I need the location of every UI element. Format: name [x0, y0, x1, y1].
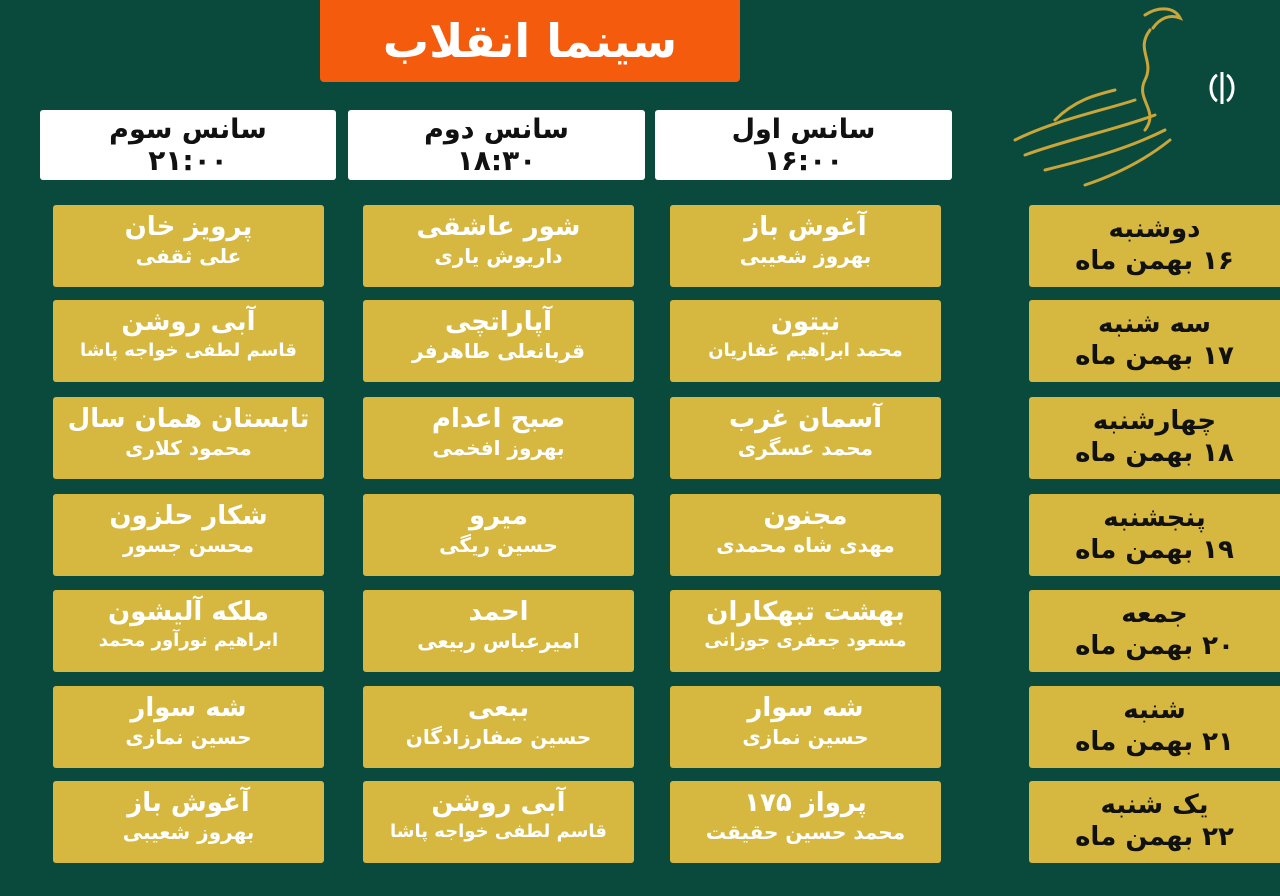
film-title: آپاراتچی: [444, 307, 553, 337]
film-director: ابراهیم نورآور محمد: [98, 630, 279, 651]
film-title: احمد: [468, 597, 529, 627]
day-label: [1029, 686, 1280, 768]
film-cell: [363, 590, 634, 672]
day-label: [1029, 781, 1280, 863]
film-title: ملکه آلیشون: [108, 597, 269, 627]
film-title: پرویز خان: [124, 212, 253, 242]
film-cell: [670, 686, 941, 768]
film-director: محسن جسور: [123, 533, 254, 557]
film-cell: [53, 205, 324, 287]
film-director: امیرعباس ربیعی: [417, 629, 580, 653]
film-cell: [53, 300, 324, 382]
day-date: ۲۲ بهمن ماه: [1075, 822, 1234, 852]
film-director: محمد ابراهیم غفاریان: [708, 340, 903, 361]
film-cell: [363, 205, 634, 287]
day-label: [1029, 397, 1280, 479]
film-director: داریوش یاری: [434, 244, 563, 268]
day-name: شنبه: [1123, 695, 1186, 725]
iran-emblem-icon: [1211, 72, 1233, 104]
session-header-1: [655, 110, 952, 180]
film-director: حسین صفارزادگان: [405, 725, 592, 749]
session-time: ۱۶:۰۰: [763, 144, 844, 177]
film-cell: [363, 494, 634, 576]
film-title: شور عاشقی: [416, 212, 581, 242]
film-cell: [53, 781, 324, 863]
session-name: سانس سوم: [109, 114, 267, 145]
film-title: مجنون: [763, 501, 848, 531]
film-director: بهروز شعیبی: [739, 244, 872, 268]
day-label: [1029, 494, 1280, 576]
film-director: حسین نمازی: [742, 725, 869, 749]
day-label: [1029, 590, 1280, 672]
film-title: نیتون: [770, 307, 841, 337]
film-title: صبح اعدام: [431, 404, 566, 434]
film-director: قاسم لطفی خواجه پاشا: [80, 340, 297, 361]
day-name: یک شنبه: [1100, 790, 1209, 820]
session-name: سانس اول: [731, 114, 876, 145]
day-name: سه شنبه: [1098, 309, 1211, 339]
film-cell: [363, 300, 634, 382]
day-date: ۱۹ بهمن ماه: [1075, 535, 1234, 565]
day-date: ۱۷ بهمن ماه: [1075, 341, 1234, 371]
session-name: سانس دوم: [424, 114, 569, 145]
day-date: ۲۰ بهمن ماه: [1075, 631, 1234, 661]
day-date: ۲۱ بهمن ماه: [1075, 727, 1234, 757]
film-cell: [363, 781, 634, 863]
film-cell: [53, 686, 324, 768]
film-director: قاسم لطفی خواجه پاشا: [390, 821, 607, 842]
session-header-2: [348, 110, 645, 180]
session-header-3: [40, 110, 336, 180]
film-director: قربانعلی طاهرفر: [412, 339, 585, 363]
film-title: آسمان غرب: [729, 404, 882, 434]
film-cell: [670, 590, 941, 672]
film-cell: [670, 205, 941, 287]
film-title: تابستان همان سال: [67, 404, 310, 434]
film-title: آبی روشن: [431, 788, 566, 818]
film-director: علی ثقفی: [135, 244, 242, 268]
film-cell: [53, 397, 324, 479]
day-name: جمعه: [1121, 599, 1188, 629]
day-label: [1029, 205, 1280, 287]
film-title: آغوش باز: [127, 788, 250, 818]
day-name: چهارشنبه: [1092, 406, 1217, 436]
day-name: دوشنبه: [1108, 214, 1201, 244]
day-date: ۱۸ بهمن ماه: [1075, 438, 1234, 468]
film-cell: [670, 494, 941, 576]
film-cell: [670, 781, 941, 863]
film-cell: [670, 300, 941, 382]
film-cell: [53, 590, 324, 672]
film-director: مسعود جعفری جوزانی: [704, 630, 907, 651]
film-title: میرو: [468, 501, 529, 531]
film-cell: [53, 494, 324, 576]
film-director: محمد حسین حقیقت: [705, 820, 906, 844]
film-director: مهدی شاه محمدی: [716, 533, 895, 557]
session-time: ۲۱:۰۰: [148, 144, 228, 177]
film-director: حسین ریگی: [439, 533, 558, 557]
day-date: ۱۶ بهمن ماه: [1075, 246, 1234, 276]
film-title: بهشت تبهکاران: [706, 597, 905, 627]
film-title: پرواز ۱۷۵: [744, 788, 867, 818]
film-title: آبی روشن: [121, 307, 256, 337]
film-title: شه سوار: [130, 693, 247, 723]
film-title: آغوش باز: [744, 212, 867, 242]
page-title: سینما انقلاب: [320, 0, 740, 82]
film-title: شکار حلزون: [109, 501, 268, 531]
film-cell: [363, 686, 634, 768]
session-time: ۱۸:۳۰: [456, 144, 537, 177]
film-director: حسین نمازی: [125, 725, 252, 749]
film-director: بهروز افخمی: [432, 436, 565, 460]
film-director: محمد عسگری: [737, 436, 874, 460]
film-director: بهروز شعیبی: [122, 820, 255, 844]
day-name: پنجشنبه: [1103, 503, 1206, 533]
fajr-festival-logo: [995, 0, 1280, 195]
film-cell: [670, 397, 941, 479]
film-title: شه سوار: [747, 693, 864, 723]
film-cell: [363, 397, 634, 479]
film-director: محمود کلاری: [125, 436, 252, 460]
day-label: [1029, 300, 1280, 382]
film-title: ببعی: [467, 693, 530, 723]
